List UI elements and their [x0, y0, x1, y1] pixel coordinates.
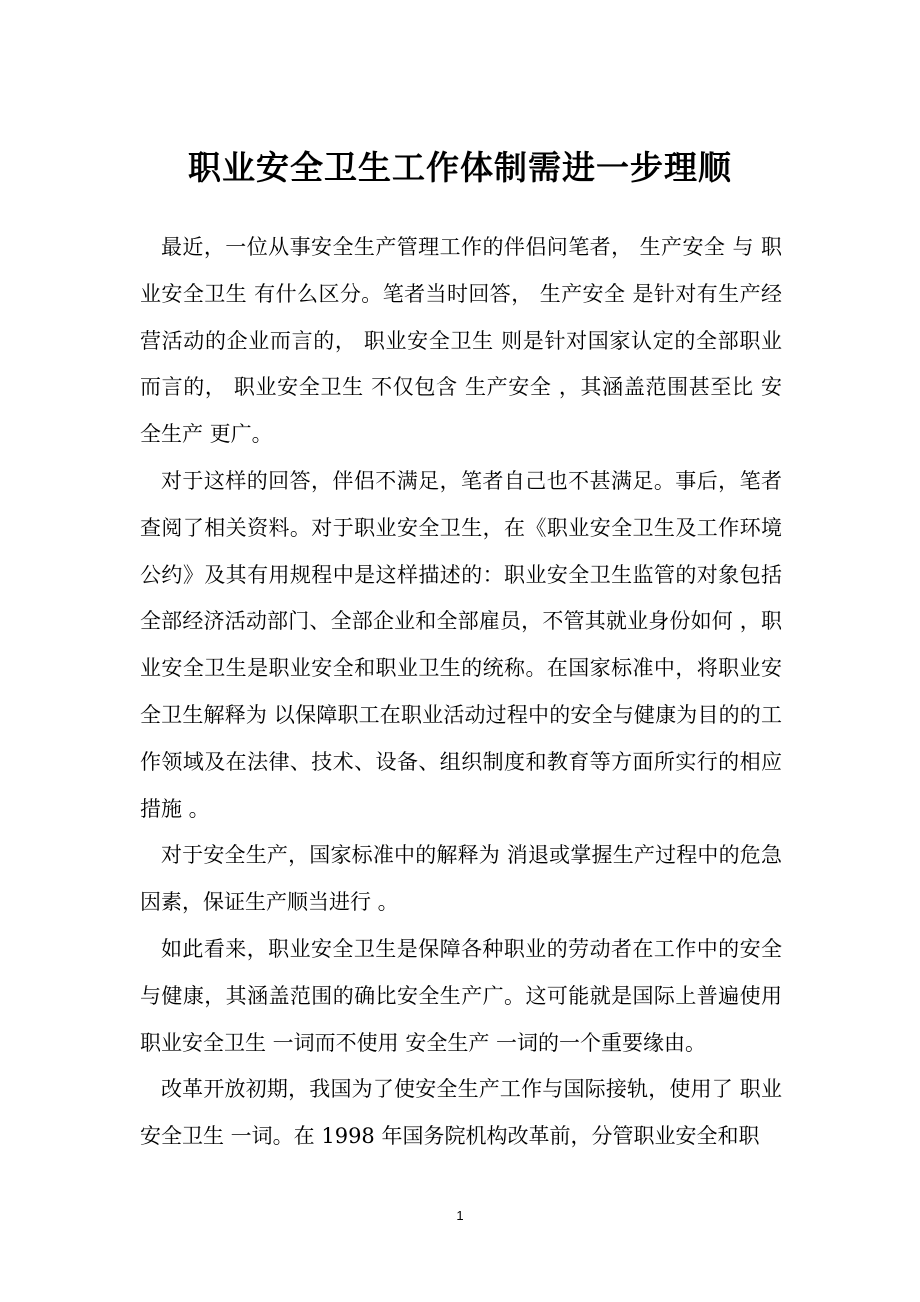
paragraph-1: 最近，一位从事安全生产管理工作的伴侣问笔者， 生产安全 与 职业安全卫生 有什么区分。笔者当时回答， 生产安全 是针对有生产经营活动的企业而言的， 职业安全卫生 则是针对国家认定的全部职业而言的， 职业安全卫生 不仅包含 生产安全 ，其涵盖范围甚至比 安全生产 更广。 [140, 235, 782, 447]
paragraph-4: 如此看来，职业安全卫生是保障各种职业的劳动者在工作中的安全与健康，其涵盖范围的确比安全生产广。这可能就是国际上普遍使用 职业安全卫生 一词而不使用 安全生产 一词的一个重要缘由。 [140, 936, 782, 1055]
paragraph-5: 改革开放初期，我国为了使安全生产工作与国际接轨，使用了 职业安全卫生 一词。在 1998 年国务院机构改革前，分管职业安全和职 [140, 1077, 782, 1149]
paragraph-3: 对于安全生产，国家标准中的解释为 消退或掌握生产过程中的危急因素，保证生产顺当进行 。 [140, 843, 782, 915]
page-number: 1 [456, 1208, 464, 1223]
document-body [140, 224, 782, 1160]
paragraph-2: 对于这样的回答，伴侣不满足，笔者自己也不甚满足。事后，笔者查阅了相关资料。对于职业安全卫生，在《职业安全卫生及工作环境公约》及其有用规程中是这样描述的：职业安全卫生监管的对象包括全部经济活动部门、全部企业和全部雇员，不管其就业身份如何 ，职业安全卫生是职业安全和职业卫生的统称。在国家标准中，将职业安全卫生解释为 以保障职工在职业活动过程中的安全与健康为目的的工作领域及在法律、技术、设备、组织制度和教育等方面所实行的相应措施 。 [140, 468, 782, 821]
document-title: 职业安全卫生工作体制需进一步理顺 [188, 148, 732, 187]
